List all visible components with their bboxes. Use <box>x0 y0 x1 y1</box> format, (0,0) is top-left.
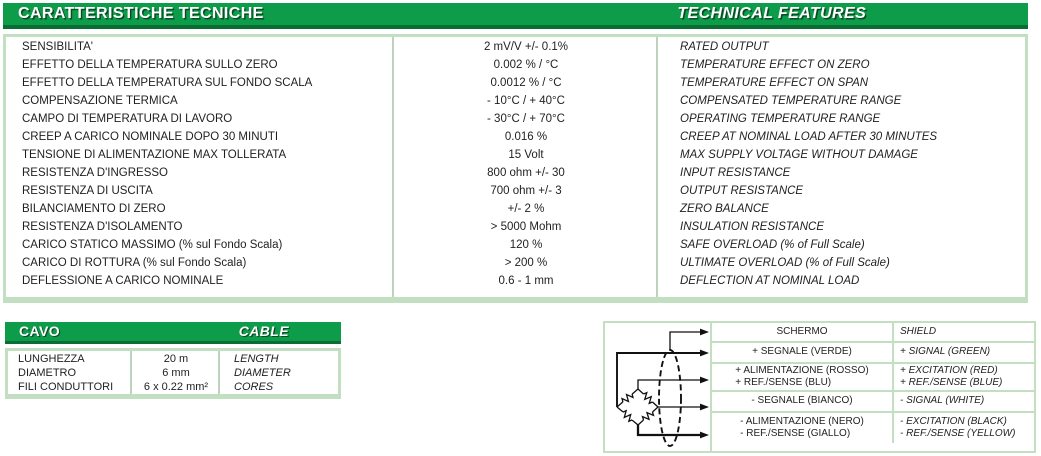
wheatstone-bridge-icon <box>605 323 710 451</box>
spec-row <box>6 218 1025 236</box>
spec-column-divider-2 <box>656 37 658 297</box>
arrow-heads <box>700 329 709 439</box>
cable-row <box>8 366 338 380</box>
resistor-icon <box>621 410 634 423</box>
cable-table <box>5 348 341 399</box>
spec-cell-english: ZERO BALANCE <box>680 203 769 215</box>
cable-table-rows <box>8 351 338 394</box>
spec-row <box>6 56 1025 74</box>
wiring-cell-italian <box>712 364 892 390</box>
spec-cell-value: 0.6 - 1 mm <box>498 275 554 287</box>
spec-cell-value: 700 ohm +/- 3 <box>490 185 562 197</box>
spec-row <box>6 200 1025 218</box>
spec-row <box>6 110 1025 128</box>
wiring-cell-italian <box>712 323 892 341</box>
wiring-line: SCHERMO <box>776 325 828 337</box>
spec-cell-italian: BILANCIAMENTO DI ZERO <box>22 203 166 215</box>
spec-row <box>6 74 1025 92</box>
spec-cell-italian: EFFETTO DELLA TEMPERATURA SULLO ZERO <box>22 59 278 71</box>
spec-cell-italian: DEFLESSIONE A CARICO NOMINALE <box>22 275 224 287</box>
cable-header-bar <box>5 322 341 344</box>
cable-cell-english: LENGTH <box>234 353 279 365</box>
wiring-cell-italian <box>712 392 892 411</box>
spec-column-divider-1 <box>392 37 394 297</box>
spec-cell-value: > 5000 Mohm <box>490 221 562 233</box>
cable-cell-italian: LUNGHEZZA <box>18 353 85 365</box>
wiring-line: - REF./SENSE (YELLOW) <box>900 428 1016 439</box>
cable-column-divider-1 <box>130 351 132 394</box>
wiring-line: + SIGNAL (GREEN) <box>900 346 991 358</box>
spec-cell-value: 800 ohm +/- 30 <box>487 167 565 179</box>
spec-cell-english: INSULATION RESISTANCE <box>680 221 824 233</box>
spec-row <box>6 272 1025 290</box>
wiring-line: - SEGNALE (BIANCO) <box>751 395 853 407</box>
spec-cell-italian: CARICO DI ROTTURA (% sul Fondo Scala) <box>22 257 247 269</box>
cable-cell-english: CORES <box>234 381 274 393</box>
wiring-row <box>712 323 1034 341</box>
spec-cell-english: MAX SUPPLY VOLTAGE WITHOUT DAMAGE <box>680 149 918 161</box>
cable-cell-value: 20 m <box>163 353 189 365</box>
spec-cell-value: 0.002 % / °C <box>493 59 559 71</box>
cable-cell-value: 6 mm <box>162 367 190 379</box>
spec-cell-italian: CREEP A CARICO NOMINALE DOPO 30 MINUTI <box>22 131 279 143</box>
spec-cell-value: - 10°C / + 40°C <box>487 95 565 107</box>
spec-row <box>6 236 1025 254</box>
spec-row <box>6 146 1025 164</box>
cable-row <box>8 352 338 366</box>
wiring-line: SHIELD <box>900 325 937 337</box>
wiring-line: + EXCITATION (RED) <box>900 364 998 376</box>
spec-row <box>6 92 1025 110</box>
wiring-line: - EXCITATION (BLACK) <box>900 415 1007 427</box>
cable-cell-italian: DIAMETRO <box>18 367 77 379</box>
cable-shield-ellipse <box>659 350 681 446</box>
spec-cell-english: OPERATING TEMPERATURE RANGE <box>680 113 881 125</box>
spec-cell-value: 120 % <box>509 239 543 251</box>
spec-cell-value: 0.0012 % / °C <box>490 77 562 89</box>
spec-cell-english: CREEP AT NOMINAL LOAD AFTER 30 MINUTES <box>680 131 938 143</box>
wiring-line: + REF./SENSE (BLUE) <box>900 377 1003 388</box>
wiring-cell-english <box>892 343 1034 362</box>
header-title-english: TECHNICAL FEATURES <box>677 5 867 22</box>
wiring-line: + ALIMENTAZIONE (ROSSO) <box>735 364 869 376</box>
wiring-line: - ALIMENTAZIONE (NERO) <box>740 415 864 427</box>
bridge-edges <box>617 389 658 425</box>
cable-column-divider-2 <box>218 351 220 394</box>
spec-cell-english: INPUT RESISTANCE <box>680 167 791 179</box>
cable-title-english: CABLE <box>238 323 289 339</box>
cable-title-italian: CAVO <box>19 323 61 339</box>
wiring-line: + SEGNALE (VERDE) <box>752 346 852 358</box>
cable-cell-value: 6 x 0.22 mm² <box>143 381 209 393</box>
spec-row <box>6 38 1025 56</box>
wiring-box <box>603 321 1036 453</box>
wheatstone-bridge-diagram <box>605 323 710 451</box>
wiring-cell-english <box>892 392 1034 411</box>
spec-cell-english: ULTIMATE OVERLOAD (% of Full Scale) <box>680 257 890 269</box>
spec-cell-english: OUTPUT RESISTANCE <box>680 185 804 197</box>
spec-cell-italian: TENSIONE DI ALIMENTAZIONE MAX TOLLERATA <box>22 149 287 161</box>
spec-cell-italian: RESISTENZA D'INGRESSO <box>22 167 168 179</box>
spec-table-rows <box>6 37 1025 297</box>
spec-cell-english: DEFLECTION AT NOMINAL LOAD <box>680 275 860 287</box>
spec-cell-english: TEMPERATURE EFFECT ON SPAN <box>680 77 869 89</box>
cable-row <box>8 380 338 394</box>
header-title-italian: CARATTERISTICHE TECNICHE <box>18 5 264 22</box>
spec-cell-value: 2 mV/V +/- 0.1% <box>483 41 569 53</box>
resistor-icon <box>641 392 654 405</box>
spec-cell-english: SAFE OVERLOAD (% of Full Scale) <box>680 239 865 251</box>
spec-cell-italian: CARICO STATICO MASSIMO (% sul Fondo Scala) <box>22 239 283 251</box>
spec-cell-italian: RESISTENZA DI USCITA <box>22 185 153 197</box>
wiring-line: - SIGNAL (WHITE) <box>900 395 985 407</box>
spec-cell-english: RATED OUTPUT <box>680 41 769 53</box>
wiring-line: - REF./SENSE (GIALLO) <box>740 428 851 439</box>
wiring-cell-english <box>892 413 1034 443</box>
spec-cell-value: > 200 % <box>504 257 548 269</box>
cable-cell-english: DIAMETER <box>234 367 291 379</box>
spec-row <box>6 164 1025 182</box>
cable-cell-italian: FILI CONDUTTORI <box>18 381 114 393</box>
wiring-table <box>710 323 1034 451</box>
spec-cell-italian: CAMPO DI TEMPERATURA DI LAVORO <box>22 113 233 125</box>
spec-cell-english: COMPENSATED TEMPERATURE RANGE <box>680 95 902 107</box>
spec-table <box>3 34 1028 303</box>
wiring-cell-english <box>892 323 1034 341</box>
wiring-row <box>712 362 1034 390</box>
spec-cell-italian: EFFETTO DELLA TEMPERATURA SUL FONDO SCALA <box>22 77 313 89</box>
spec-cell-value: +/- 2 % <box>507 203 545 215</box>
wiring-cell-english <box>892 364 1034 390</box>
spec-cell-value: - 30°C / + 70°C <box>487 113 565 125</box>
wiring-cell-italian <box>712 343 892 362</box>
spec-cell-italian: RESISTENZA D'ISOLAMENTO <box>22 221 183 233</box>
spec-cell-italian: SENSIBILITA' <box>22 41 94 53</box>
spec-row <box>6 182 1025 200</box>
spec-cell-italian: COMPENSAZIONE TERMICA <box>22 95 178 107</box>
spec-cell-value: 15 Volt <box>508 149 544 161</box>
wiring-row <box>712 411 1034 443</box>
spec-row <box>6 128 1025 146</box>
spec-cell-value: 0.016 % <box>504 131 548 143</box>
wiring-row <box>712 341 1034 362</box>
wiring-line: + REF./SENSE (BLU) <box>735 377 832 388</box>
spec-cell-english: TEMPERATURE EFFECT ON ZERO <box>680 59 870 71</box>
spec-row <box>6 254 1025 272</box>
wiring-cell-italian <box>712 413 892 443</box>
technical-features-header-bar <box>3 3 1028 29</box>
wiring-row <box>712 390 1034 411</box>
